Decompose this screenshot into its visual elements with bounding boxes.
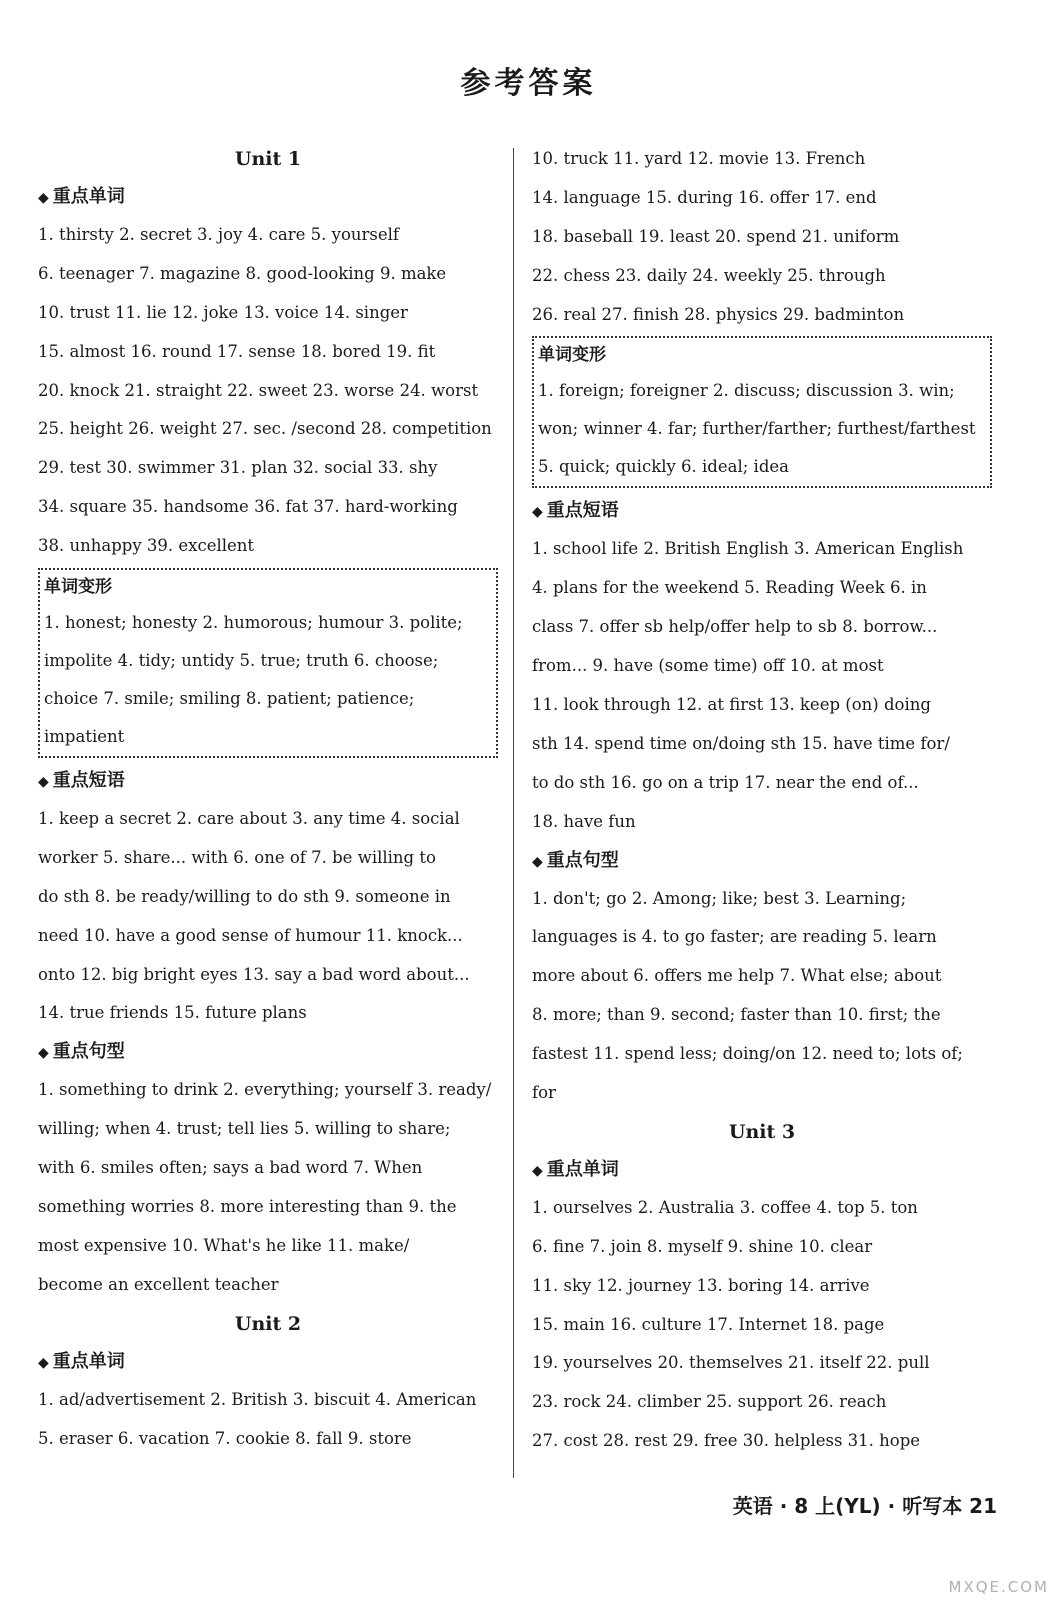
answer-line: with 6. smiles often; says a bad word 7. When: [38, 1158, 423, 1178]
answer-line: 10. truck 11. yard 12. movie 13. French: [532, 149, 866, 168]
diamond-bullet-icon: ◆: [38, 190, 49, 206]
section-heading: [532, 842, 992, 880]
section-heading-label: 重点短语: [546, 500, 619, 522]
answer-line: 26. real 27. finish 28. physics 29. badminton: [532, 304, 905, 324]
answer-line: sth 14. spend time on/doing sth 15. have time for/: [532, 733, 950, 753]
answer-line: for: [532, 1083, 556, 1103]
answer-block: [532, 140, 992, 334]
answer-line: 6. teenager 7. magazine 8. good-looking 9. make: [38, 263, 447, 283]
section-heading-label: 重点句型: [52, 1041, 125, 1063]
answer-line: 1. don't; go 2. Among; like; best 3. Learning;: [532, 888, 907, 908]
section-heading-label: 重点单词: [52, 186, 125, 207]
answer-line: need 10. have a good sense of humour 11. knock...: [38, 925, 463, 945]
answer-line: 10. trust 11. lie 12. joke 13. voice 14. singer: [38, 302, 408, 322]
diamond-bullet-icon: ◆: [38, 774, 49, 791]
page-footer: 英语 · 8 上(YL) · 听写本 21: [732, 1494, 997, 1518]
answer-line: most expensive 10. What's he like 11. make/: [38, 1235, 410, 1255]
column-divider: [513, 148, 514, 1478]
answer-line: impolite 4. tidy; untidy 5. true; truth 6. choose;: [44, 651, 439, 671]
section-heading: [38, 1343, 498, 1381]
unit-heading: Unit 2: [234, 1312, 302, 1335]
answer-line: 1. ad/advertisement 2. British 3. biscuit 4. American: [38, 1389, 477, 1409]
answer-line: 14. language 15. during 16. offer 17. end: [532, 187, 877, 207]
answer-line: 25. height 26. weight 27. sec. /second 28. competition: [38, 419, 492, 439]
answer-line: 18. have fun: [532, 811, 636, 831]
answer-line: become an excellent teacher: [38, 1274, 279, 1294]
answer-line: 1. thirsty 2. secret 3. joy 4. care 5. yourself: [38, 225, 400, 244]
word-forms-box: [38, 568, 498, 758]
answer-line: worker 5. share... with 6. one of 7. be willing to: [38, 847, 436, 867]
section-heading: [38, 762, 498, 800]
answer-block: [532, 1189, 992, 1461]
section-heading-label: 重点单词: [52, 1350, 125, 1372]
answer-block: [38, 216, 498, 566]
unit-heading: Unit 3: [728, 1120, 796, 1143]
section-heading: [532, 1151, 992, 1189]
answer-line: 1. keep a secret 2. care about 3. any time 4. social: [38, 809, 460, 829]
answer-line: choice 7. smile; smiling 8. patient; patience;: [44, 689, 415, 709]
answer-line: willing; when 4. trust; tell lies 5. willing to share;: [38, 1119, 451, 1139]
answer-block: [38, 1071, 498, 1304]
answer-line: 29. test 30. swimmer 31. plan 32. social 33. shy: [38, 458, 438, 478]
answer-line: 14. true friends 15. future plans: [38, 1003, 307, 1023]
section-heading: [38, 1033, 498, 1071]
answer-line: to do sth 16. go on a trip 17. near the end of...: [532, 772, 919, 792]
answer-line: 27. cost 28. rest 29. free 30. helpless 31. hope: [532, 1431, 921, 1451]
word-forms-box: [532, 336, 992, 488]
answer-line: 4. plans for the weekend 5. Reading Week 6. in: [532, 578, 927, 598]
right-column: [532, 140, 992, 1461]
unit-heading: Unit 1: [234, 148, 302, 170]
answer-line: 11. look through 12. at first 13. keep (on) doing: [532, 695, 931, 715]
answer-line: 22. chess 23. daily 24. weekly 25. through: [532, 265, 886, 285]
answer-line: 5. eraser 6. vacation 7. cookie 8. fall 9. store: [38, 1428, 412, 1448]
answer-line: do sth 8. be ready/willing to do sth 9. someone in: [38, 886, 451, 906]
answer-block: [532, 530, 992, 841]
diamond-bullet-icon: ◆: [532, 1162, 543, 1179]
section-heading: [532, 492, 992, 530]
answer-line: 1. foreign; foreigner 2. discuss; discussion 3. win;: [538, 381, 955, 401]
diamond-bullet-icon: ◆: [532, 853, 543, 870]
answer-line: onto 12. big bright eyes 13. say a bad word about...: [38, 964, 470, 984]
section-heading: [38, 178, 498, 216]
answer-line: 1. ourselves 2. Australia 3. coffee 4. top 5. ton: [532, 1197, 918, 1217]
answer-line: fastest 11. spend less; doing/on 12. need to; lots of;: [532, 1044, 963, 1064]
answer-line: something worries 8. more interesting than 9. the: [38, 1197, 457, 1217]
diamond-bullet-icon: ◆: [38, 1354, 49, 1371]
answer-line: 6. fine 7. join 8. myself 9. shine 10. clear: [532, 1236, 873, 1256]
answer-line: 8. more; than 9. second; faster than 10. first; the: [532, 1005, 941, 1025]
diamond-bullet-icon: ◆: [532, 504, 543, 521]
answer-line: 1. something to drink 2. everything; yourself 3. ready/: [38, 1080, 492, 1100]
answer-line: 18. baseball 19. least 20. spend 21. uniform: [532, 226, 900, 246]
answer-line: impatient: [44, 727, 125, 747]
answer-line: won; winner 4. far; further/farther; furthest/farthest: [538, 419, 976, 439]
answer-line: class 7. offer sb help/offer help to sb 8. borrow...: [532, 617, 938, 637]
diamond-bullet-icon: ◆: [38, 1045, 49, 1062]
answer-line: 19. yourselves 20. themselves 21. itself 22. pull: [532, 1353, 930, 1373]
section-heading-label: 重点句型: [546, 849, 619, 871]
answer-line: 15. almost 16. round 17. sense 18. bored 19. fit: [38, 341, 436, 361]
box-title: 单词变形: [538, 345, 606, 366]
answer-block: [38, 800, 498, 1033]
page-title: 参考答案: [460, 66, 597, 101]
answer-line: 1. school life 2. British English 3. American English: [532, 539, 964, 559]
answer-line: from... 9. have (some time) off 10. at most: [532, 656, 884, 676]
section-heading-label: 重点单词: [546, 1158, 619, 1180]
left-column: [38, 140, 498, 1458]
answer-line: 34. square 35. handsome 36. fat 37. hard-working: [38, 497, 458, 517]
answer-line: languages is 4. to go faster; are reading 5. learn: [532, 927, 937, 947]
answer-line: 5. quick; quickly 6. ideal; idea: [538, 457, 789, 477]
answer-line: more about 6. offers me help 7. What else; about: [532, 966, 942, 986]
answer-line: 38. unhappy 39. excellent: [38, 536, 255, 556]
answer-line: 23. rock 24. climber 25. support 26. reach: [532, 1392, 887, 1412]
answer-line: 1. honest; honesty 2. humorous; humour 3. polite;: [44, 613, 463, 633]
answer-line: 20. knock 21. straight 22. sweet 23. worse 24. worst: [38, 380, 479, 400]
answer-line: 11. sky 12. journey 13. boring 14. arrive: [532, 1275, 870, 1295]
answer-block: [38, 1381, 498, 1459]
watermark: MXQE.COM: [948, 1578, 1049, 1596]
answer-block: [532, 880, 992, 1113]
section-heading-label: 重点短语: [52, 770, 125, 792]
box-title: 单词变形: [44, 577, 112, 598]
answer-line: 15. main 16. culture 17. Internet 18. page: [532, 1314, 885, 1334]
